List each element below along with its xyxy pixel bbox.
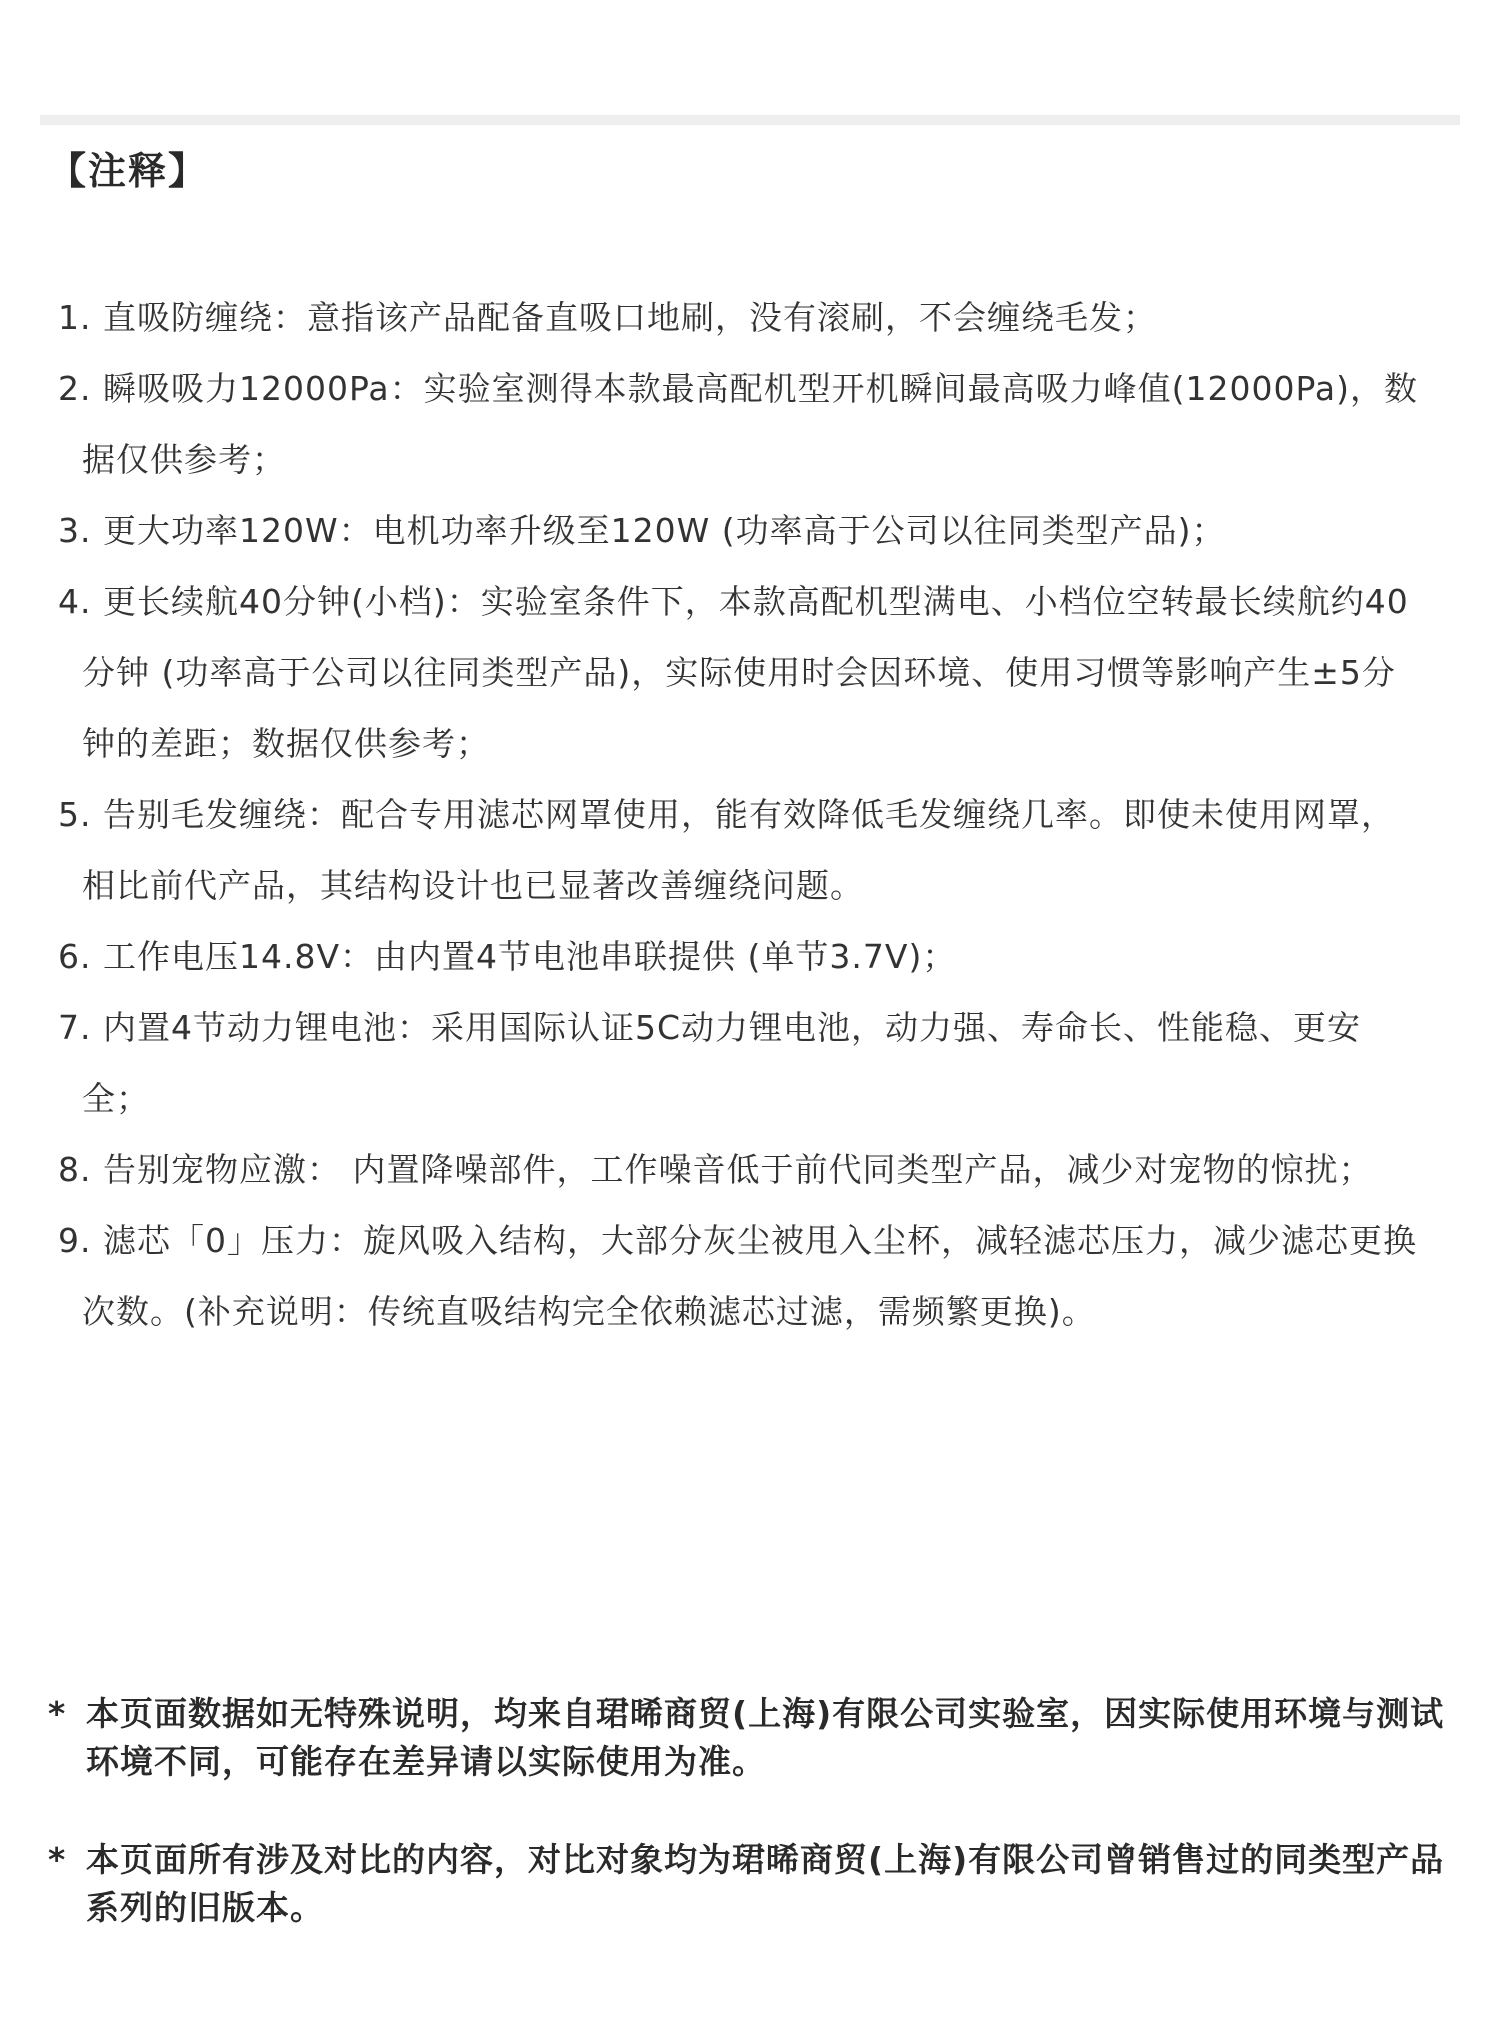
- note-item-2: 2. 瞬吸吸力12000Pa：实验室测得本款最高配机型开机瞬间最高吸力峰值(12000Pa)，数据仅供参考；: [58, 369, 1418, 479]
- disclaimer-data-source: [48, 1690, 1448, 1786]
- note-item-3: 3. 更大功率120W：电机功率升级至120W (功率高于公司以往同类型产品)；: [58, 511, 1226, 550]
- disclaimers: [48, 1690, 1448, 1982]
- disclaimer-text: 本页面所有涉及对比的内容，对比对象均为珺晞商贸(上海)有限公司曾销售过的同类型产品系列的旧版本。: [86, 1840, 1445, 1927]
- note-item-4: 4. 更长续航40分钟(小档)：实验室条件下，本款高配机型满电、小档位空转最长续航约40分钟 (功率高于公司以往同类型产品)，实际使用时会因环境、使用习惯等影响产生±5分钟的差距；数据仅供参考；: [58, 582, 1409, 763]
- note-item-7: 7. 内置4节动力锂电池：采用国际认证5C动力锂电池，动力强、寿命长、性能稳、更安全；: [58, 1008, 1362, 1118]
- disclaimer-text: 本页面数据如无特殊说明，均来自珺晞商贸(上海)有限公司实验室，因实际使用环境与测试环境不同，可能存在差异请以实际使用为准。: [86, 1694, 1445, 1781]
- note-item-8: 8. 告别宠物应激： 内置降噪部件，工作噪音低于前代同类型产品，减少对宠物的惊扰；: [58, 1150, 1373, 1189]
- note-item-9: 9. 滤芯「0」压力：旋风吸入结构，大部分灰尘被甩入尘杯，减轻滤芯压力，减少滤芯更换次数。(补充说明：传统直吸结构完全依赖滤芯过滤，需频繁更换)。: [58, 1221, 1417, 1331]
- asterisk-mark: *: [48, 1840, 67, 1879]
- section-title: 【注释】: [48, 149, 209, 193]
- notes-list: [58, 282, 1428, 1347]
- top-divider: [40, 115, 1460, 125]
- note-item-6: 6. 工作电压14.8V：由内置4节电池串联提供 (单节3.7V)；: [58, 937, 957, 976]
- disclaimer-comparison: [48, 1836, 1448, 1932]
- note-item-1: 1. 直吸防缠绕：意指该产品配备直吸口地刷，没有滚刷，不会缠绕毛发；: [58, 298, 1157, 337]
- note-item-5: 5. 告别毛发缠绕：配合专用滤芯网罩使用，能有效降低毛发缠绕几率。即使未使用网罩，相比前代产品，其结构设计也已显著改善缠绕问题。: [58, 795, 1395, 905]
- asterisk-mark: *: [48, 1694, 67, 1733]
